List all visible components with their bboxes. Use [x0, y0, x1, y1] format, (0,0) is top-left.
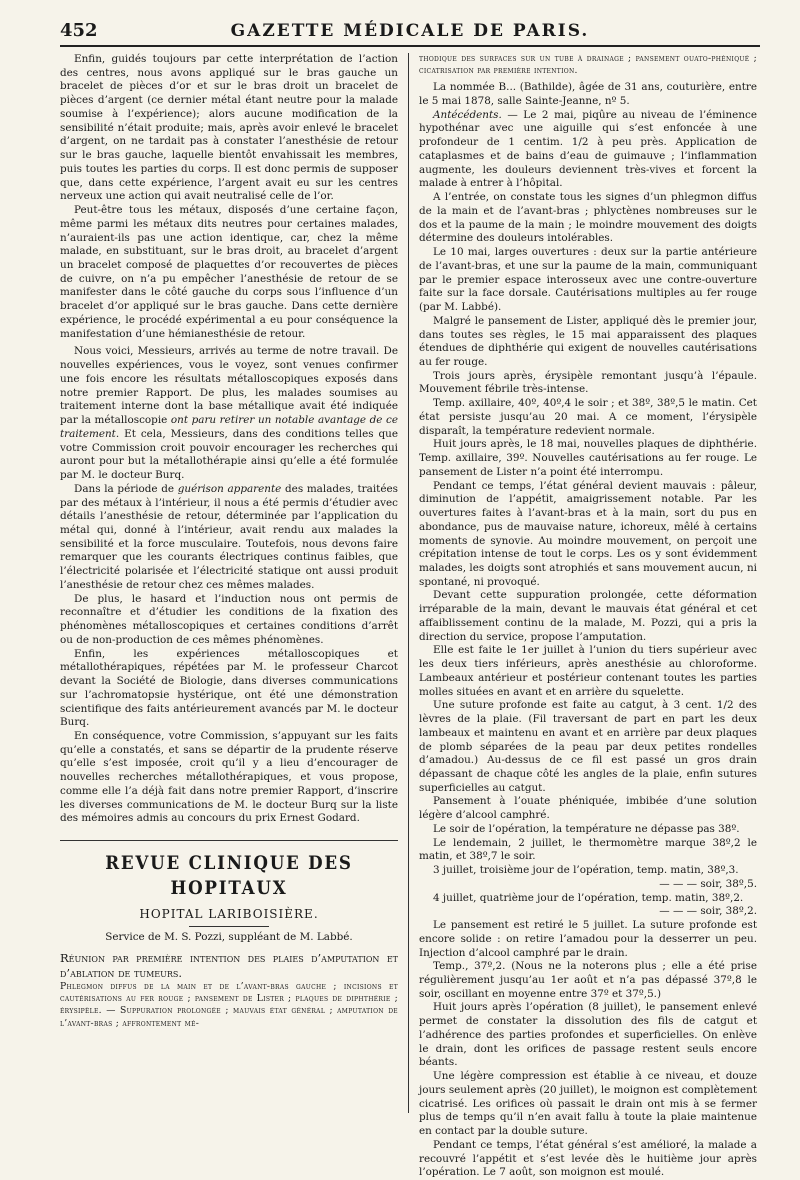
column-divider [408, 53, 409, 1113]
paragraph: La nommée B... (Bathilde), âgée de 31 ans, couturière, entre le 5 mai 1878, salle Sainte-Jeanne, nº 5. [419, 81, 757, 108]
paragraph: Une suture profonde est faite au catgut, à 3 cent. 1/2 des lèvres de la plaie. (Fil traversant de part en part les deux lambeaux et maintenu en avant et en arrière par deux plaques de plomb séparées de la peau par deux petites rondelles d’amadou.) Au-dessus de ce fil est passé un gros drain dépassant de chaque côté les angles de la plaie, enfin sutures superficielles au catgut. [419, 699, 757, 794]
paragraph: Nous voici, Messieurs, arrivés au terme de notre travail. De nouvelles expériences, vous le voyez, sont venues confirmer une fois encore les résultats métalloscopiques exposés dans notre premier Rapport. De plus, les malades soumises au traitement interne dont la base métallique avait été indiquée par la métalloscopie ont paru retirer un notable avantage de ce traitement. Et cela, Messieurs, dans des conditions telles que votre Commission croit pouvoir encourager les recherches qui auront pour but la métallothérapie ainsi qu’elle a été formulée par M. le docteur Burq. [60, 345, 398, 482]
paragraph: Elle est faite le 1er juillet à l’union du tiers supérieur avec les deux tiers inférieurs, après anesthésie au chloroforme. Lambeaux antérieur et postérieur contenant toutes les parties molles situées en avant et en arrière du squelette. [419, 644, 757, 698]
paragraph: A l’entrée, on constate tous les signes d’un phlegmon diffus de la main et de l’avant-bras ; phlyctènes nombreuses sur le dos et la paume de la main ; le moindre mouvement des doigts détermine des douleurs intolérables. [419, 191, 757, 245]
paragraph: Le lendemain, 2 juillet, le thermomètre marque 38º,2 le matin, et 38º,7 le soir. [419, 836, 757, 863]
paragraph: Dans la période de guérison apparente des malades, traitées par des métaux à l’intérieur, il nous a été permis d’étudier avec détails l’anesthésie de retour, déterminée par l’application du métal qui, donné à l’intérieur, avait rendu aux malades la sensibilité et la force musculaire. Toutefois, nous devons faire remarquer que les courants électriques continus faibles, que l’électricité polarisée et l’électricité statique ont aussi produit l’anesthésie de retour chez ces mêmes malades. [60, 482, 398, 591]
divider [189, 926, 269, 927]
page-header [60, 20, 760, 47]
right-column [419, 53, 757, 1179]
paragraph: Temp. axillaire, 40º, 40º,4 le soir ; et 38º, 38º,5 le matin. Cet état persiste jusqu’au 20 mai. A ce moment, l’érysipèle disparaît, la température redevient normale. [419, 397, 757, 437]
paragraph: Une légère compression est établie à ce niveau, et douze jours seulement après (20 juillet), le moignon est complètement cicatrisé. Les orifices où passait le drain ont mis à se fermer plus de temps qu’il n’en avait fallu à toute la plaie maintenue en contact par la double suture. [419, 1070, 757, 1138]
revue-section [60, 840, 398, 1030]
paragraph: Trois jours après, érysipèle remontant jusqu’à l’épaule. Mouvement fébrile très-intense. [419, 369, 757, 396]
paragraph: Pendant ce temps, l’état général s’est amélioré, la malade a recouvré l’appétit et s’est levée dès le huitième jour après l’opération. Le 7 août, son moignon est moulé. [419, 1138, 757, 1179]
paragraph: 4 juillet, quatrième jour de l’opération, temp. matin, 38º,2. [433, 891, 744, 904]
paragraph: Devant cette suppuration prolongée, cette déformation irréparable de la main, devant le mauvais état général et cet affaiblissement continu de la malade, M. Pozzi, qui a pris la direction du service, propose l’amputation. [419, 589, 757, 643]
paragraph: — — — soir, 38º,2. [659, 905, 757, 918]
paragraph: — — — soir, 38º,5. [659, 877, 757, 890]
paragraph: Antécédents. — Le 2 mai, piqûre au niveau de l’éminence hypothénar avec une aiguille qui s’est enfoncée à une profondeur de 1 centim. 1/2 à peu près. Application de cataplasmes et de bains d’eau de guimauve ; l’inflammation augmente, les douleurs deviennent très-vives et forcent la malade à entrer à l’hôpital. [419, 108, 757, 190]
case-heading: Phlegmon diffus de la main et de l’avant-bras gauche ; incisions et cautérisations au fer rouge ; pansement de Lister ; plaques de diphthérie ; érysipèle. — Suppuration prolongée ; mauvais état général ; amputation de l’avant-bras ; affrontement mé- [60, 981, 398, 1029]
paragraph: Le soir de l’opération, la température ne dépasse pas 38º. [433, 822, 740, 835]
paragraph: Malgré le pansement de Lister, appliqué dès le premier jour, dans toutes ses règles, le 15 mai apparaissent des plaques étendues de diphthérie qui exigent de nouvelles cautérisations au fer rouge. [419, 314, 757, 368]
paragraph: Huit jours après l’opération (8 juillet), le pansement enlevé permet de constater la dissolution des fils de catgut et l’adhérence des parties profondes et superficielles. On enlève le drain, dont les orifices de passage restent seuls encore béants. [419, 1001, 757, 1069]
left-column [60, 53, 398, 1113]
paragraph: Le pansement est retiré le 5 juillet. La suture profonde est encore solide : on retire l’amadou pour la desserrer un peu. Injection d’alcool camphré par le drain. [419, 919, 757, 959]
case-heading-continued: thodique des surfaces sur un tube à drainage ; pansement ouato-phéniqué ; cicatrisation par première intention. [419, 53, 757, 77]
paragraph: Temp., 37º,2. (Nous ne la noterons plus ; elle a été prise régulièrement jusqu’au 1er août et n’a pas dépassé 37º,8 le soir, oscillant en moyenne entre 37º et 37º,5.) [419, 960, 757, 1000]
journal-title: GAZETTE MÉDICALE DE PARIS. [230, 21, 590, 41]
paragraph: Pendant ce temps, l’état général devient mauvais : pâleur, diminution de l’appétit, amaigrissement notable. Par les ouvertures faites à l’avant-bras et à la main, sort du pus en abondance, pus de mauvaise nature, ichoreux, mêlé à certains moments de synovie. Au moindre mouvement, on perçoit une crépitation intense de tout le corps. Les os y sont évidemment malades, les doigts sont atrophiés et sans mouvement aucun, ni spontané, ni provoqué. [419, 479, 757, 588]
paragraph: Le 10 mai, larges ouvertures : deux sur la partie antérieure de l’avant-bras, et une sur la paume de la main, communiquant par le premier espace interosseux avec une contre-ouverture faite sur la face dorsale. Cautérisations multiples au fer rouge (par M. Labbé). [419, 246, 757, 314]
section-title: REVUE CLINIQUE DES HOPITAUX [105, 852, 353, 900]
two-column-body [60, 53, 760, 1179]
paragraph: De plus, le hasard et l’induction nous ont permis de reconnaître et d’étudier les conditions de la fixation des phénomènes métalloscopiques et certaines conditions d’arrêt ou de non-production de ces mêmes phénomènes. [60, 592, 398, 646]
paragraph: En conséquence, votre Commission, s’appuyant sur les faits qu’elle a constatés, et sans se départir de la prudente réserve qu’elle s’est imposée, croit qu’il y a lieu d’encourager de nouvelles recherches métallothérapiques, et vous propose, comme elle l’a déjà fait dans notre premier Rapport, d’inscrire les diverses communications de M. le docteur Burq sur la liste des mémoires admis au concours du prix Ernest Godard. [60, 729, 398, 825]
hospital-heading: HOPITAL LARIBOISIÈRE. [139, 907, 319, 922]
paragraph: Huit jours après, le 18 mai, nouvelles plaques de diphthérie. Temp. axillaire, 39º. Nouvelles cautérisations au fer rouge. Le pansement de Lister n’a point été interrompu. [419, 438, 757, 478]
paragraph: Enfin, guidés toujours par cette interprétation de l’action des centres, nous avons appliqué sur le bras gauche un bracelet de pièces d’or et sur le bras droit un bracelet de pièces d’argent (ce dernier métal étant neutre pour la malade soumise à l’expérience); alors aucune modification de la sensibilité n’était produite; mais, après avoir enlevé le bracelet d’argent, on ne tardait pas à constater l’anesthésie de retour sur le bras gauche, laquelle bientôt envahissait les membres, puis toutes les parties du corps. Il est donc permis de supposer que, dans cette expérience, l’argent avait eu sur les centres nerveux une action qui avait neutralisé celle de l’or. [60, 53, 398, 203]
paragraph: 3 juillet, troisième jour de l’opération, temp. matin, 38º,3. [433, 864, 739, 877]
service-line: Service de M. S. Pozzi, suppléant de M. Labbé. [105, 931, 353, 944]
paragraph: Enfin, les expériences métalloscopiques et métallothérapiques, répétées par M. le professeur Charcot devant la Société de Biologie, dans diverses communications sur l’achromatopsie hystérique, ont été une démonstration scientifique des faits antérieurement avancés par M. le docteur Burq. [60, 647, 398, 729]
page-number: 452 [60, 20, 98, 41]
article-heading: Réunion par première intention des plaies d’amputation et d’ablation de tumeurs. [60, 950, 398, 981]
paragraph: Peut-être tous les métaux, disposés d’une certaine façon, même parmi les métaux dits neutres pour certaines malades, n’auraient-ils pas une action identique, car, chez la même malade, en substituant, sur le bras droit, au bracelet d’argent un bracelet composé de plaquettes d’or recouvertes de pièces de cuivre, on n’a pu empêcher l’anesthésie de retour de se manifester dans le côté gauche du corps sous l’influence d’un bracelet d’or appliqué sur le bras gauche. Dans cette dernière expérience, le procédé expérimental a eu pour conséquence la manifestation d’une hémianesthésie de retour. [60, 204, 398, 340]
paragraph: Pansement à l’ouate phéniquée, imbibée d’une solution légère d’alcool camphré. [419, 795, 757, 822]
